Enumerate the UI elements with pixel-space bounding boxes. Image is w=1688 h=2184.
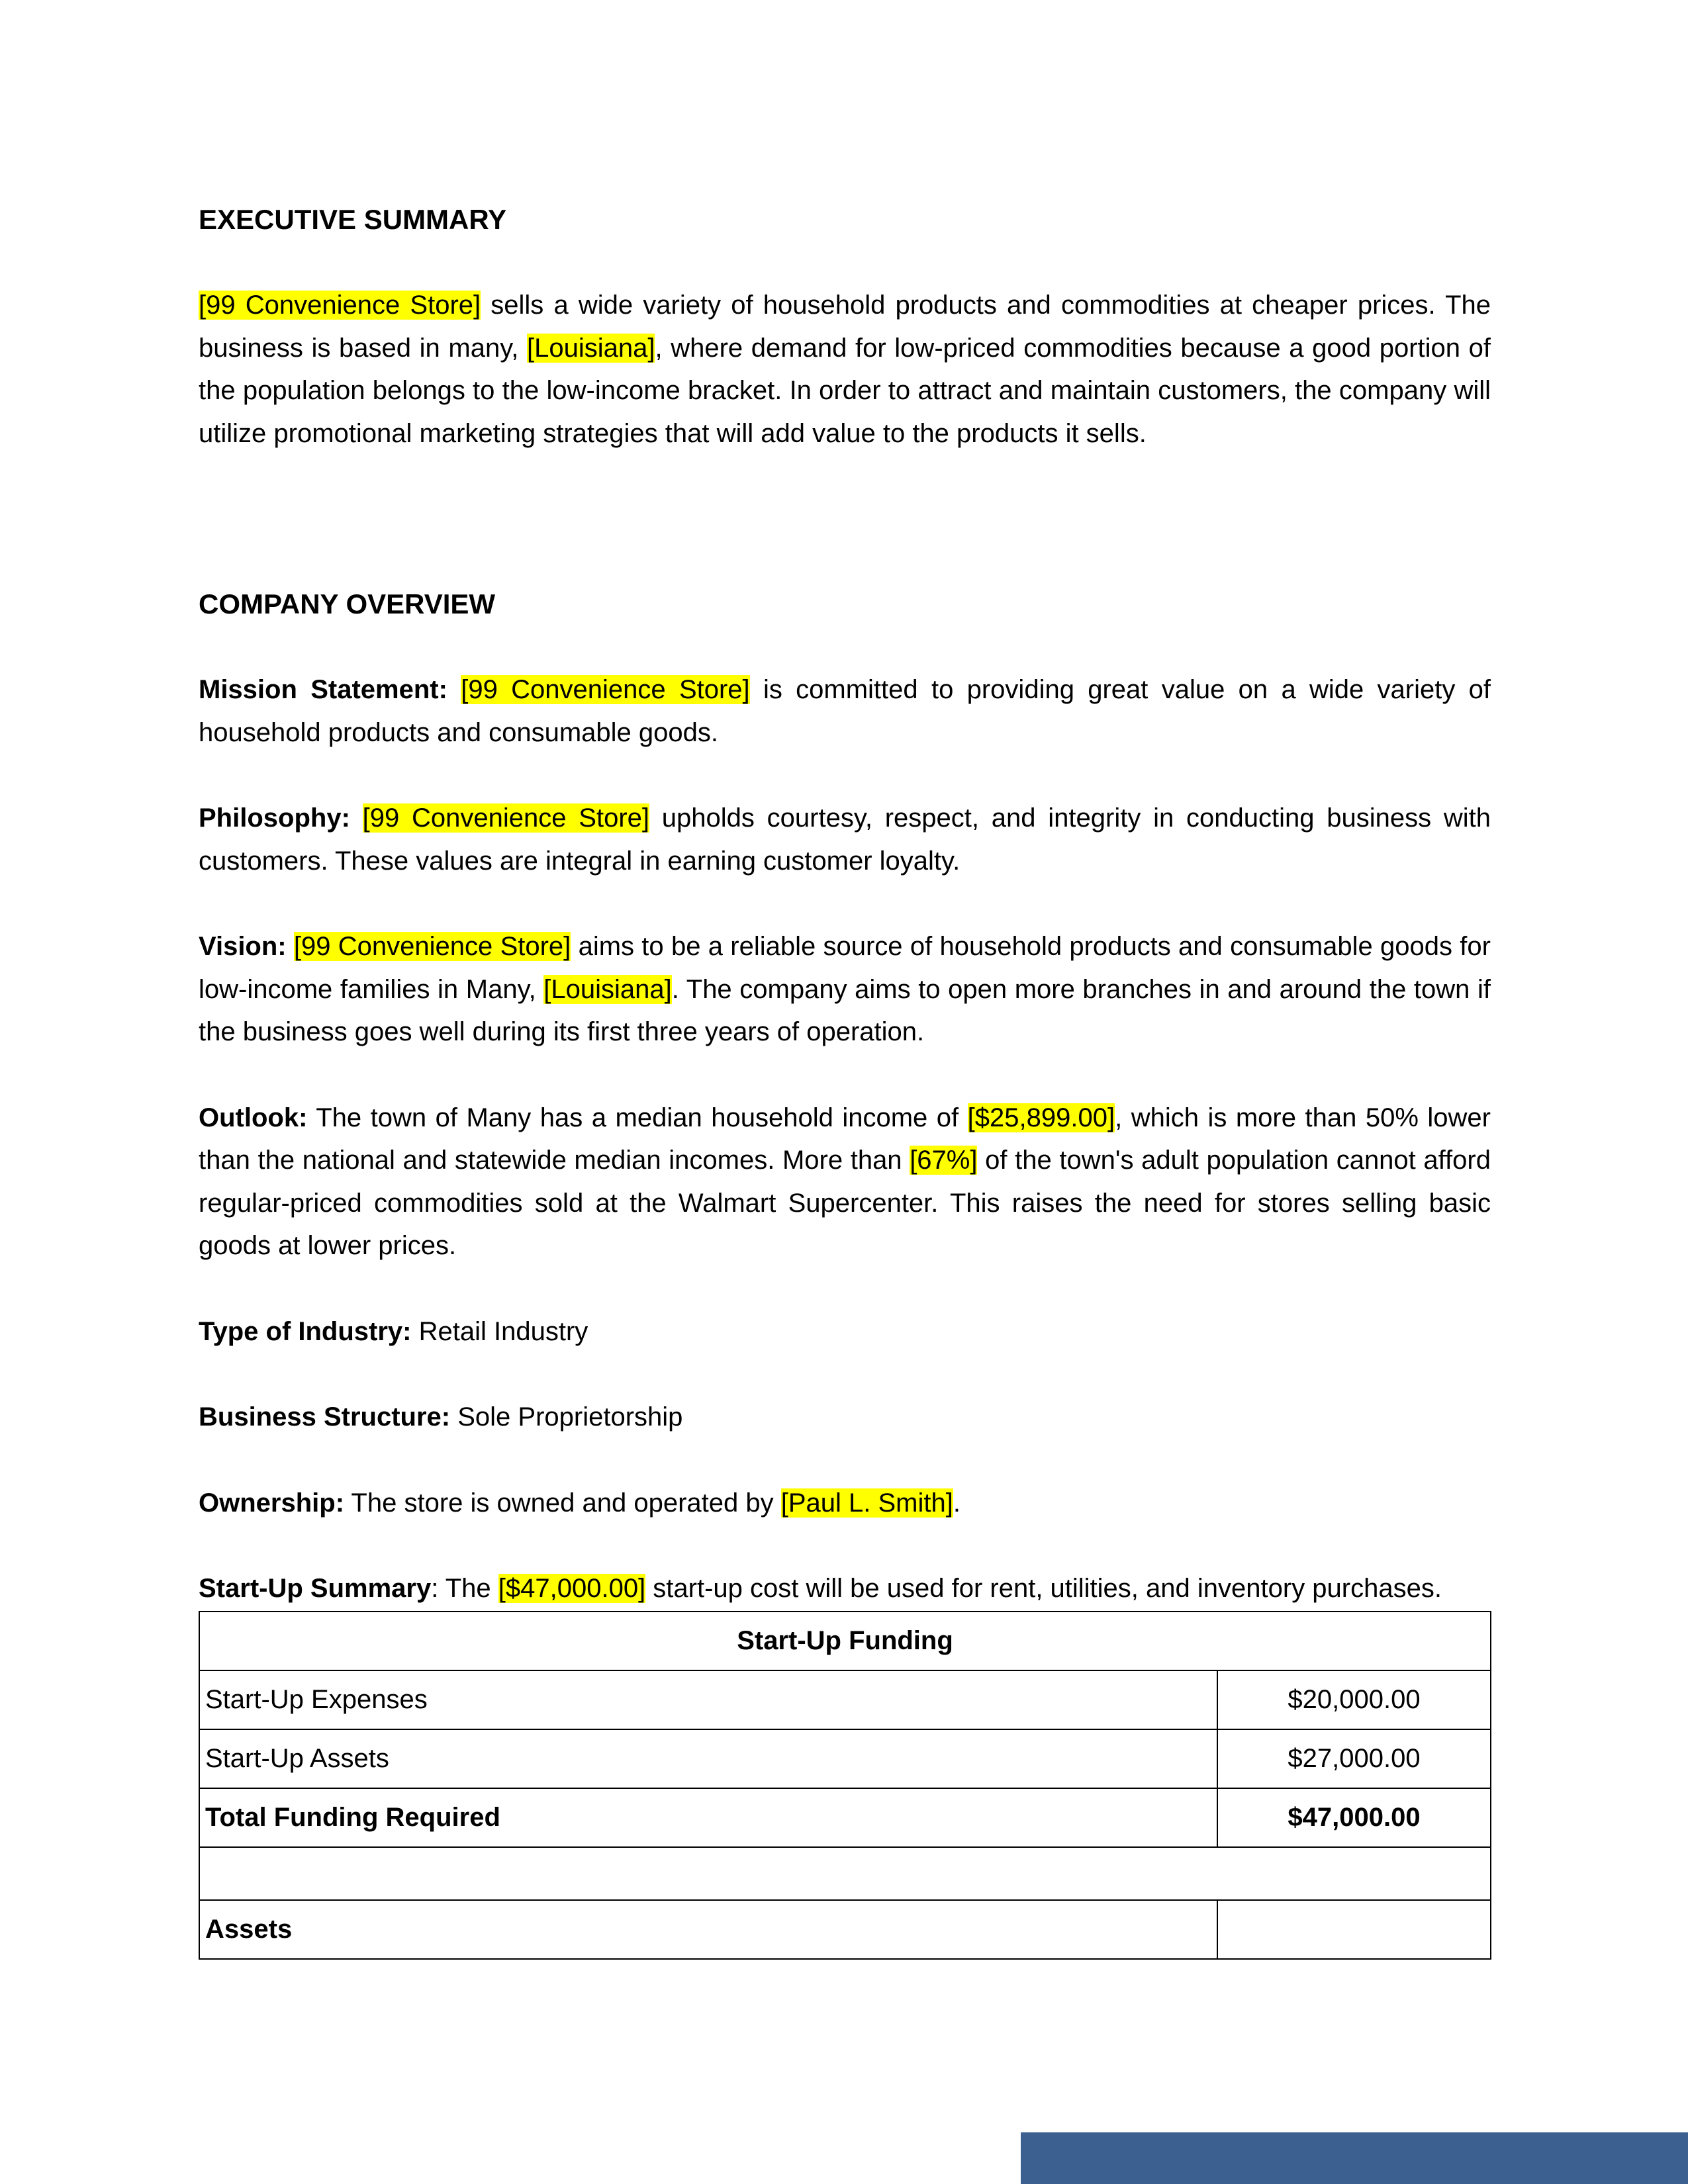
- spacer: [199, 625, 1491, 668]
- table-cell-label: Start-Up Expenses: [199, 1670, 1217, 1729]
- industry-paragraph: [199, 1310, 1491, 1353]
- outlook-text: of the town's adult population cannot afford regular-priced commodities sold at the Walmart Supercenter. This raises the need for stores selling basic goods at lower prices.: [199, 1146, 1491, 1260]
- table-assets-row: [199, 1900, 1491, 1959]
- executive-summary-text: sells a wide variety of household products and commodities at cheaper prices. The business is based in many,: [199, 291, 1491, 363]
- spacer: [199, 1267, 1491, 1310]
- total-value: $47,000.00: [1217, 1788, 1491, 1847]
- table-title-row: [199, 1612, 1491, 1670]
- table-title: Start-Up Funding: [199, 1612, 1491, 1670]
- philosophy-text: upholds courtesy, respect, and integrity in conducting business with customers. These values are integral in earning customer loyalty.: [199, 803, 1491, 876]
- ownership-text: .: [953, 1488, 961, 1518]
- location-placeholder[interactable]: [Louisiana]: [527, 333, 655, 363]
- ownership-text: The store is owned and operated by: [344, 1488, 781, 1518]
- table-row: [199, 1670, 1491, 1729]
- table-total-row: [199, 1788, 1491, 1847]
- spacer: [199, 1439, 1491, 1482]
- executive-summary-heading: EXECUTIVE SUMMARY: [199, 204, 507, 235]
- percent-placeholder[interactable]: [67%]: [910, 1146, 978, 1175]
- company-overview-heading: COMPANY OVERVIEW: [199, 588, 496, 619]
- outlook-text: , which is more than 50% lower than the national and statewide median incomes. More than: [199, 1103, 1491, 1175]
- table-cell-label: Start-Up Assets: [199, 1729, 1217, 1788]
- startup-summary-label: Start-Up Summary: [199, 1574, 432, 1603]
- table-blank-row: [199, 1847, 1491, 1900]
- assets-value: [1217, 1900, 1491, 1959]
- company-name-placeholder[interactable]: [99 Convenience Store]: [199, 291, 481, 320]
- footer-accent-bar: [1021, 2132, 1688, 2184]
- outlook-paragraph: [199, 1097, 1491, 1267]
- table-cell-value: $20,000.00: [1217, 1670, 1491, 1729]
- industry-label: Type of Industry:: [199, 1316, 412, 1346]
- startup-summary-text: start-up cost will be used for rent, utilities, and inventory purchases.: [645, 1574, 1442, 1603]
- table-cell-value: $27,000.00: [1217, 1729, 1491, 1788]
- ownership-label: Ownership:: [199, 1488, 345, 1518]
- startup-funding-table: [199, 1611, 1491, 1960]
- ownership-paragraph: [199, 1482, 1491, 1525]
- spacer: [199, 1054, 1491, 1097]
- startup-summary-text: : The: [431, 1574, 498, 1603]
- vision-label: Vision:: [199, 932, 287, 961]
- structure-label: Business Structure:: [199, 1402, 451, 1432]
- income-placeholder[interactable]: [$25,899.00]: [967, 1103, 1115, 1132]
- mission-statement-paragraph: [199, 668, 1491, 754]
- outlook-label: Outlook:: [199, 1103, 308, 1132]
- mission-statement-label: Mission Statement:: [199, 675, 447, 704]
- spacer: [199, 1353, 1491, 1396]
- table-blank-cell: [199, 1847, 1491, 1900]
- table-row: [199, 1729, 1491, 1788]
- spacer: [199, 1524, 1491, 1567]
- company-name-placeholder[interactable]: [99 Convenience Store]: [293, 932, 571, 961]
- vision-text: . The company aims to open more branches in and around the town if the business goes well during its first three years of operation.: [199, 974, 1491, 1046]
- spacer: [199, 754, 1491, 797]
- mission-statement-text: is committed to providing great value on a wide variety of household products and consumable goods.: [199, 675, 1491, 747]
- location-placeholder[interactable]: [Louisiana]: [543, 974, 672, 1004]
- executive-summary-paragraph: [199, 284, 1491, 455]
- company-name-placeholder[interactable]: [99 Convenience Store]: [362, 803, 649, 833]
- total-label: Total Funding Required: [199, 1788, 1217, 1847]
- philosophy-paragraph: [199, 797, 1491, 882]
- vision-paragraph: [199, 925, 1491, 1054]
- owner-name-placeholder[interactable]: [Paul L. Smith]: [780, 1488, 953, 1518]
- philosophy-label: Philosophy:: [199, 803, 350, 833]
- structure-value: Sole Proprietorship: [450, 1402, 683, 1432]
- startup-amount-placeholder[interactable]: [$47,000.00]: [498, 1574, 646, 1603]
- outlook-text: The town of Many has a median household income of: [307, 1103, 968, 1132]
- executive-summary-text: , where demand for low-priced commodities because a good portion of the population belongs to the low-income bracket. In order to attract and maintain customers, the company will utilize promotional marketing strategies that will add value to the products it sells.: [199, 333, 1491, 448]
- industry-value: Retail Industry: [411, 1316, 588, 1346]
- assets-label: Assets: [199, 1900, 1217, 1959]
- spacer: [199, 241, 1491, 284]
- document-page: [199, 199, 1491, 1610]
- spacer: [199, 882, 1491, 925]
- company-name-placeholder[interactable]: [99 Convenience Store]: [461, 675, 750, 704]
- spacer: [199, 497, 1491, 583]
- structure-paragraph: [199, 1396, 1491, 1439]
- startup-summary-paragraph: [199, 1567, 1491, 1610]
- vision-text: aims to be a reliable source of household products and consumable goods for low-income families in Many,: [199, 932, 1491, 1004]
